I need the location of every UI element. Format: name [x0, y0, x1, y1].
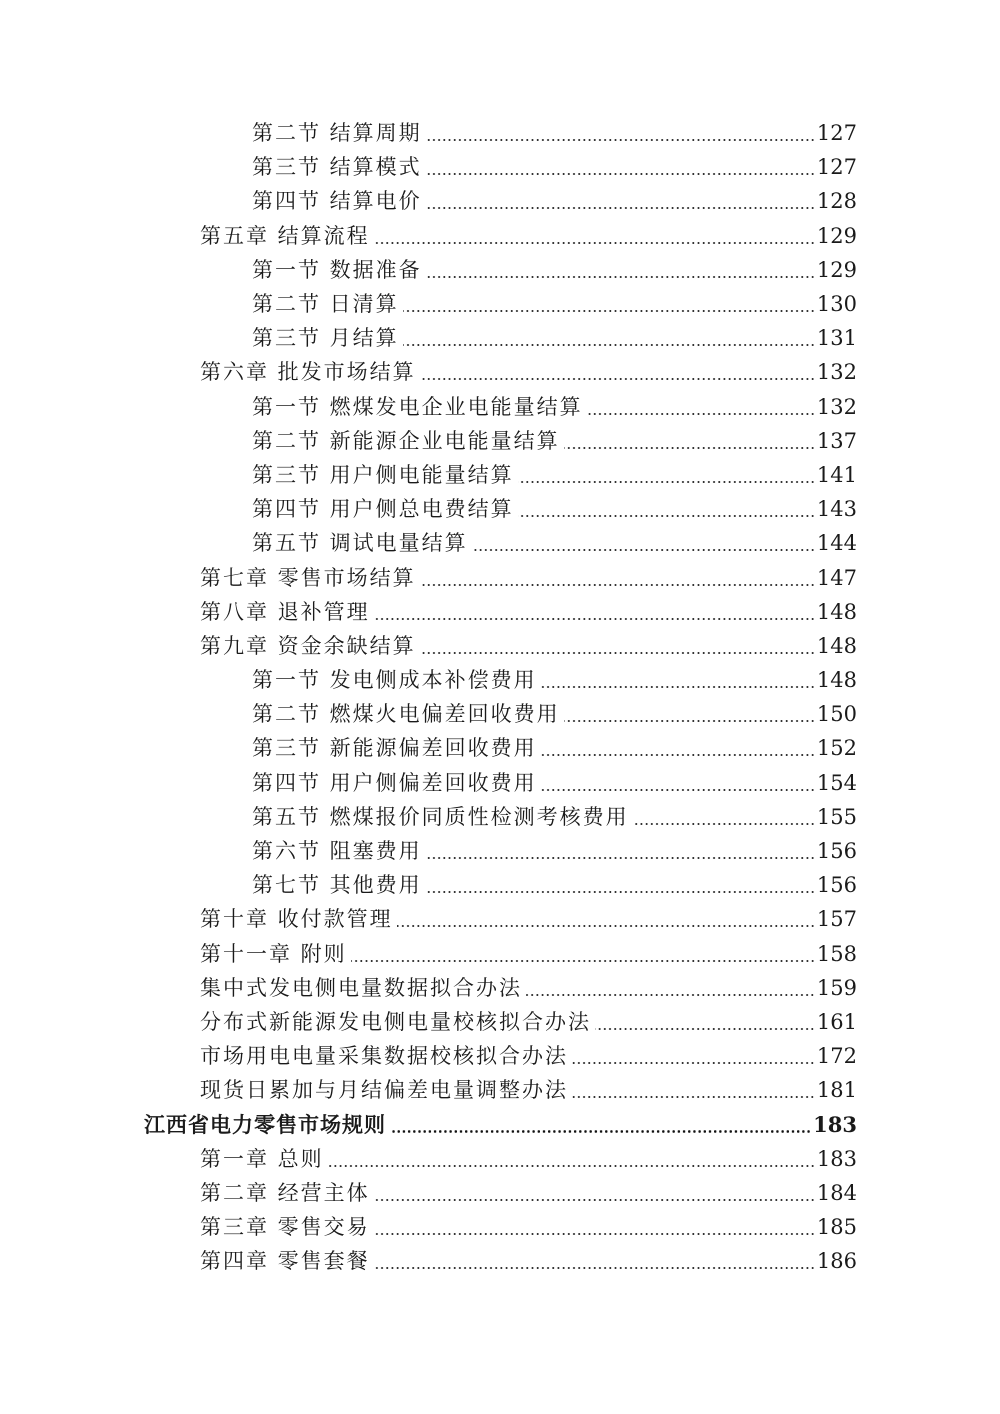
toc-chapter-entry[interactable]	[0, 219, 1000, 253]
toc-page-number: 144	[816, 531, 857, 556]
toc-section-entry[interactable]	[0, 253, 1000, 287]
toc-entry-title: 第三节 用户侧电能量结算	[252, 462, 514, 487]
dot-leader	[633, 823, 815, 825]
toc-page-number: 157	[816, 907, 857, 932]
toc-page-number: 130	[816, 292, 857, 317]
toc-entry-title: 分布式新能源发电侧电量校核拟合办法	[200, 1009, 591, 1034]
toc-section-entry[interactable]	[0, 390, 1000, 424]
toc-chapter-entry[interactable]	[0, 902, 1000, 936]
toc-entry-title: 现货日累加与月结偏差电量调整办法	[200, 1078, 568, 1103]
toc-page-number: 152	[816, 736, 857, 761]
dot-leader	[374, 1199, 815, 1201]
dot-leader	[572, 1096, 815, 1098]
dot-leader	[403, 344, 815, 346]
toc-entry-title: 第二节 燃煤火电偏差回收费用	[252, 702, 560, 727]
dot-leader	[541, 686, 815, 688]
toc-entry-title: 第五节 燃煤报价同质性检测考核费用	[252, 804, 629, 829]
toc-entry-title: 第十章 收付款管理	[200, 907, 393, 932]
dot-leader	[564, 720, 815, 722]
toc-section-entry[interactable]	[0, 150, 1000, 184]
toc-entry-title: 第二节 结算周期	[252, 121, 422, 146]
toc-entry-title: 江西省电力零售市场规则	[144, 1111, 386, 1137]
toc-entry-title: 第一章 总则	[200, 1146, 324, 1171]
dot-leader	[426, 207, 815, 209]
dot-leader	[426, 139, 815, 141]
dot-leader	[420, 378, 815, 380]
toc-page-number: 156	[816, 839, 857, 864]
toc-chapter-entry[interactable]	[0, 355, 1000, 389]
toc-page-number: 155	[816, 804, 857, 829]
toc-chapter-entry[interactable]	[0, 937, 1000, 971]
toc-page-number: 184	[816, 1180, 857, 1205]
dot-leader	[328, 1165, 815, 1167]
toc-page-number: 129	[816, 257, 857, 282]
table-of-contents	[0, 116, 1000, 1278]
dot-leader	[564, 447, 815, 449]
toc-page-number: 159	[816, 975, 857, 1000]
toc-chapter-entry[interactable]	[0, 1210, 1000, 1244]
toc-page-number: 127	[816, 121, 857, 146]
toc-page-number: 183	[816, 1146, 857, 1171]
toc-page-number: 137	[816, 428, 857, 453]
toc-entry-title: 第二章 经营主体	[200, 1180, 370, 1205]
dot-leader	[426, 276, 815, 278]
toc-page-number: 132	[816, 360, 857, 385]
dot-leader	[374, 618, 815, 620]
toc-chapter-entry[interactable]	[0, 1005, 1000, 1039]
toc-entry-title: 第七节 其他费用	[252, 873, 422, 898]
toc-entry-title: 第四节 用户侧总电费结算	[252, 497, 514, 522]
toc-page-number: 132	[816, 394, 857, 419]
toc-page-number: 158	[816, 941, 857, 966]
toc-entry-title: 第十一章 附则	[200, 941, 347, 966]
dot-leader	[374, 1267, 815, 1269]
toc-entry-title: 第四章 零售套餐	[200, 1249, 370, 1274]
toc-entry-title: 市场用电电量采集数据校核拟合办法	[200, 1044, 568, 1069]
dot-leader	[526, 994, 815, 996]
toc-section-entry[interactable]	[0, 287, 1000, 321]
toc-page-number: 185	[816, 1215, 857, 1240]
toc-entry-title: 第六章 批发市场结算	[200, 360, 416, 385]
toc-page-number: 143	[816, 497, 857, 522]
toc-section-entry[interactable]	[0, 184, 1000, 218]
toc-page-number: 150	[816, 702, 857, 727]
toc-entry-title: 第一节 燃煤发电企业电能量结算	[252, 394, 583, 419]
toc-section-entry[interactable]	[0, 458, 1000, 492]
toc-section-entry[interactable]	[0, 116, 1000, 150]
toc-section-entry[interactable]	[0, 800, 1000, 834]
toc-page-number: 129	[816, 223, 857, 248]
toc-entry-title: 第七章 零售市场结算	[200, 565, 416, 590]
toc-page-number: 172	[816, 1044, 857, 1069]
toc-section-entry[interactable]	[0, 663, 1000, 697]
toc-entry-title: 第三节 新能源偏差回收费用	[252, 736, 537, 761]
toc-chapter-entry[interactable]	[0, 1073, 1000, 1107]
toc-chapter-entry[interactable]	[0, 1176, 1000, 1210]
dot-leader	[403, 310, 815, 312]
toc-part-heading[interactable]	[0, 1107, 1000, 1141]
dot-leader	[374, 242, 815, 244]
toc-chapter-entry[interactable]	[0, 560, 1000, 594]
toc-chapter-entry[interactable]	[0, 1039, 1000, 1073]
dot-leader	[351, 960, 815, 962]
dot-leader	[541, 754, 815, 756]
toc-entry-title: 第六节 阻塞费用	[252, 839, 422, 864]
toc-entry-title: 第二节 日清算	[252, 292, 399, 317]
toc-page-number: 156	[816, 873, 857, 898]
toc-section-entry[interactable]	[0, 697, 1000, 731]
toc-page-number: 148	[816, 599, 857, 624]
dot-leader	[518, 481, 815, 483]
toc-page-number: 141	[816, 462, 857, 487]
toc-page-number: 181	[816, 1078, 857, 1103]
toc-chapter-entry[interactable]	[0, 1142, 1000, 1176]
toc-page-number: 147	[816, 565, 857, 590]
toc-section-entry[interactable]	[0, 424, 1000, 458]
toc-page-number: 148	[816, 668, 857, 693]
dot-leader	[426, 857, 815, 859]
dot-leader	[426, 891, 815, 893]
toc-entry-title: 第九章 资金余缺结算	[200, 633, 416, 658]
dot-leader	[472, 549, 815, 551]
dot-leader	[374, 1233, 815, 1235]
dot-leader	[426, 173, 815, 175]
toc-chapter-entry[interactable]	[0, 629, 1000, 663]
dot-leader	[390, 1130, 811, 1133]
toc-section-entry[interactable]	[0, 834, 1000, 868]
toc-section-entry[interactable]	[0, 868, 1000, 902]
toc-page-number: 183	[813, 1111, 857, 1137]
toc-page-number: 131	[816, 326, 857, 351]
toc-entry-title: 第一节 发电侧成本补偿费用	[252, 668, 537, 693]
dot-leader	[572, 1062, 815, 1064]
toc-chapter-entry[interactable]	[0, 971, 1000, 1005]
toc-entry-title: 第四节 用户侧偏差回收费用	[252, 770, 537, 795]
toc-section-entry[interactable]	[0, 321, 1000, 355]
toc-chapter-entry[interactable]	[0, 1244, 1000, 1278]
toc-entry-title: 第三节 月结算	[252, 326, 399, 351]
toc-section-entry[interactable]	[0, 492, 1000, 526]
toc-entry-title: 第四节 结算电价	[252, 189, 422, 214]
toc-page-number: 127	[816, 155, 857, 180]
dot-leader	[518, 515, 815, 517]
toc-section-entry[interactable]	[0, 766, 1000, 800]
toc-page-number: 128	[816, 189, 857, 214]
toc-entry-title: 第八章 退补管理	[200, 599, 370, 624]
toc-page-number: 154	[816, 770, 857, 795]
toc-page-number: 186	[816, 1249, 857, 1274]
dot-leader	[420, 584, 815, 586]
toc-section-entry[interactable]	[0, 731, 1000, 765]
toc-page-number: 161	[816, 1009, 857, 1034]
toc-entry-title: 第五节 调试电量结算	[252, 531, 468, 556]
toc-chapter-entry[interactable]	[0, 595, 1000, 629]
toc-page-number: 148	[816, 633, 857, 658]
toc-entry-title: 第三节 结算模式	[252, 155, 422, 180]
toc-section-entry[interactable]	[0, 526, 1000, 560]
dot-leader	[587, 413, 815, 415]
toc-entry-title: 第三章 零售交易	[200, 1215, 370, 1240]
dot-leader	[420, 652, 815, 654]
toc-entry-title: 集中式发电侧电量数据拟合办法	[200, 975, 522, 1000]
toc-entry-title: 第一节 数据准备	[252, 257, 422, 282]
toc-entry-title: 第二节 新能源企业电能量结算	[252, 428, 560, 453]
toc-entry-title: 第五章 结算流程	[200, 223, 370, 248]
dot-leader	[397, 925, 815, 927]
dot-leader	[541, 789, 815, 791]
dot-leader	[595, 1028, 815, 1030]
